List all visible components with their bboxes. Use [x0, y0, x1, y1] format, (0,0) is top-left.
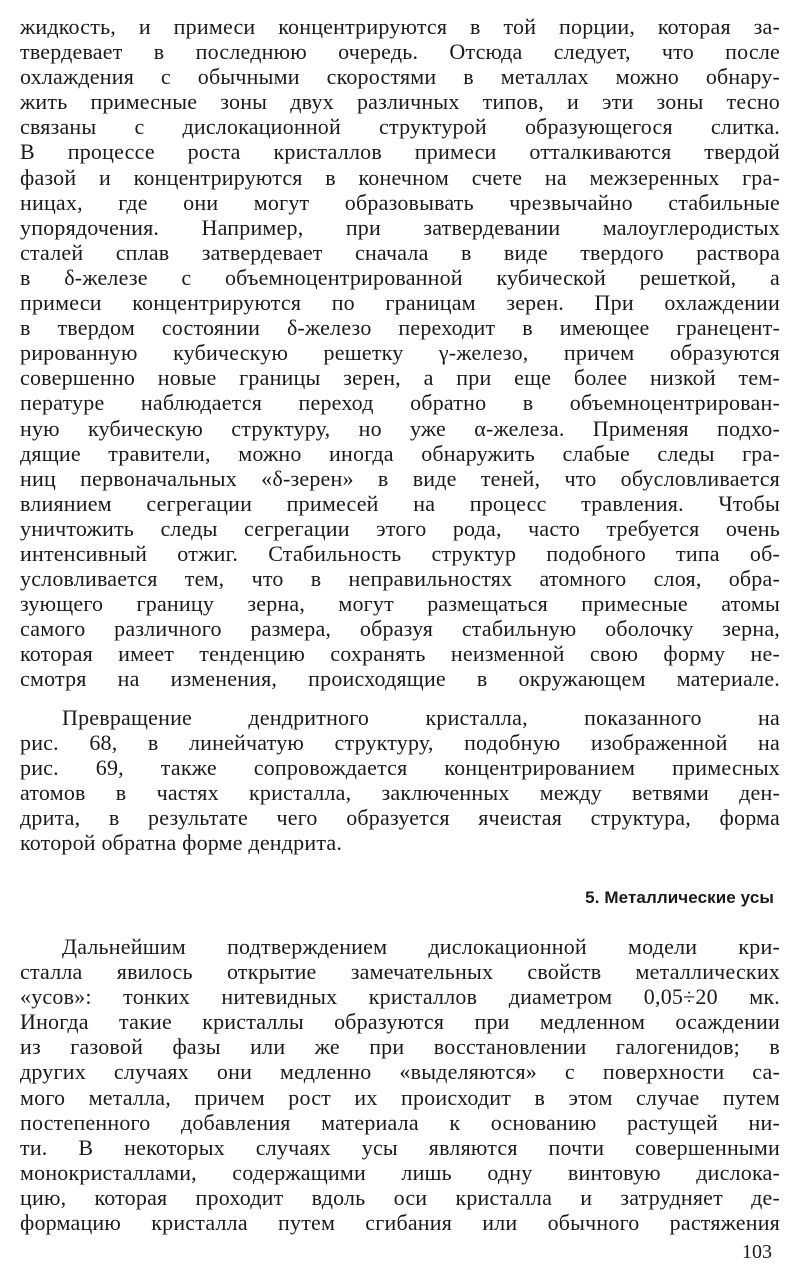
text-line: уничтожить следы сегрегации этого рода, часто требуется очень: [20, 515, 780, 541]
text-line: ницах, где они могут образовывать чрезвычайно стабильные: [20, 189, 780, 215]
text-line: фазой и концентрируются в конечном счете на межзеренных гра-: [20, 164, 780, 190]
text-line: мого металла, причем рост их происходит в этом случае путем: [20, 1084, 780, 1110]
text-line: твердевает в последнюю очередь. Отсюда следует, что после: [20, 39, 780, 65]
text-line: интенсивный отжиг. Стабильность структур подобного типа об-: [20, 540, 780, 566]
text-line: которая имеет тенденцию сохранять неизменной свою форму не-: [20, 641, 780, 667]
text-line: пературе наблюдается переход обратно в объемноцентрирован-: [20, 390, 780, 416]
text-line: ти. В некоторых случаях усы являются почти совершенными: [20, 1134, 780, 1160]
text-line: смотря на изменения, происходящие в окружающем материале.: [20, 666, 780, 692]
text-line: примеси концентрируются по границам зерен. При охлаждении: [20, 290, 780, 316]
text-line: совершенно новые границы зерен, а при еще более низкой тем-: [20, 365, 780, 391]
text-line: упорядочения. Например, при затвердевании малоуглеродистых: [20, 214, 780, 240]
section-heading: 5. Металлические усы: [585, 888, 774, 907]
text-line: Превращение дендритного кристалла, показанного на: [62, 705, 780, 730]
text-line: жидкость, и примеси концентрируются в той порции, которая за-: [20, 14, 780, 39]
paragraph-grain-boundaries: [20, 14, 780, 692]
page-number: 103: [742, 1241, 772, 1263]
text-line: атомов в частях кристалла, заключенных между ветвями ден-: [20, 780, 780, 806]
text-line: ную кубическую структуру, но уже α-железа. Применяя подхо-: [20, 415, 780, 441]
text-line: связаны с дислокационной структурой образующегося слитка.: [20, 114, 780, 140]
text-line: в δ-железе с объемноцентрированной кубической решеткой, а: [20, 264, 780, 290]
text-line: других случаях они медленно «выделяются» с поверхности са-: [20, 1059, 780, 1085]
text-line: цию, которая проходит вдоль оси кристалла и затрудняет де-: [20, 1184, 780, 1210]
text-line: дящие травители, можно иногда обнаружить слабые следы гра-: [20, 440, 780, 466]
paragraph-dendrite: [20, 705, 780, 856]
text-line: зующего границу зерна, могут размещаться примесные атомы: [20, 591, 780, 617]
text-line: постепенного добавления материала к основанию растущей ни-: [20, 1109, 780, 1135]
text-line: охлаждения с обычными скоростями в металлах можно обнару-: [20, 64, 780, 90]
text-line: дрита, в результате чего образуется ячеистая структура, форма: [20, 805, 780, 831]
text-line: сталей сплав затвердевает сначала в виде твердого раствора: [20, 239, 780, 265]
text-line: формацию кристалла путем сгибания или обычного растяжения: [20, 1210, 780, 1236]
text-line: условливается тем, что в неправильностях атомного слоя, обра-: [20, 566, 780, 592]
text-line: в твердом состоянии δ-железо переходит в имеющее гранецент-: [20, 315, 780, 341]
text-line: «усов»: тонких нитевидных кристаллов диаметром 0,05÷20 мк.: [20, 984, 780, 1010]
text-line: рис. 69, также сопровождается концентрированием примесных: [20, 755, 780, 781]
text-line: самого различного размера, образуя стабильную оболочку зерна,: [20, 616, 780, 642]
text-line: рированную кубическую решетку γ-железо, причем образуются: [20, 340, 780, 366]
text-line: из газовой фазы или же при восстановлении галогенидов; в: [20, 1034, 780, 1060]
text-line: сталла явилось открытие замечательных свойств металлических: [20, 959, 780, 985]
text-line: влиянием сегрегации примесей на процесс травления. Чтобы: [20, 490, 780, 516]
text-line: Дальнейшим подтверждением дислокационной модели кри-: [62, 934, 780, 959]
text-line: рис. 68, в линейчатую структуру, подобную изображенной на: [20, 730, 780, 756]
text-line: жить примесные зоны двух различных типов, и эти зоны тесно: [20, 89, 780, 115]
paragraph-whiskers: [20, 934, 780, 1235]
text-line: монокристаллами, содержащими лишь одну винтовую дислока-: [20, 1159, 780, 1185]
text-line: Иногда такие кристаллы образуются при медленном осаждении: [20, 1009, 780, 1035]
text-line: которой обратна форме дендрита.: [20, 830, 343, 856]
text-line: В процессе роста кристаллов примеси отталкиваются твердой: [20, 139, 780, 165]
text-line: ниц первоначальных «δ-зерен» в виде теней, что обусловливается: [20, 465, 780, 491]
